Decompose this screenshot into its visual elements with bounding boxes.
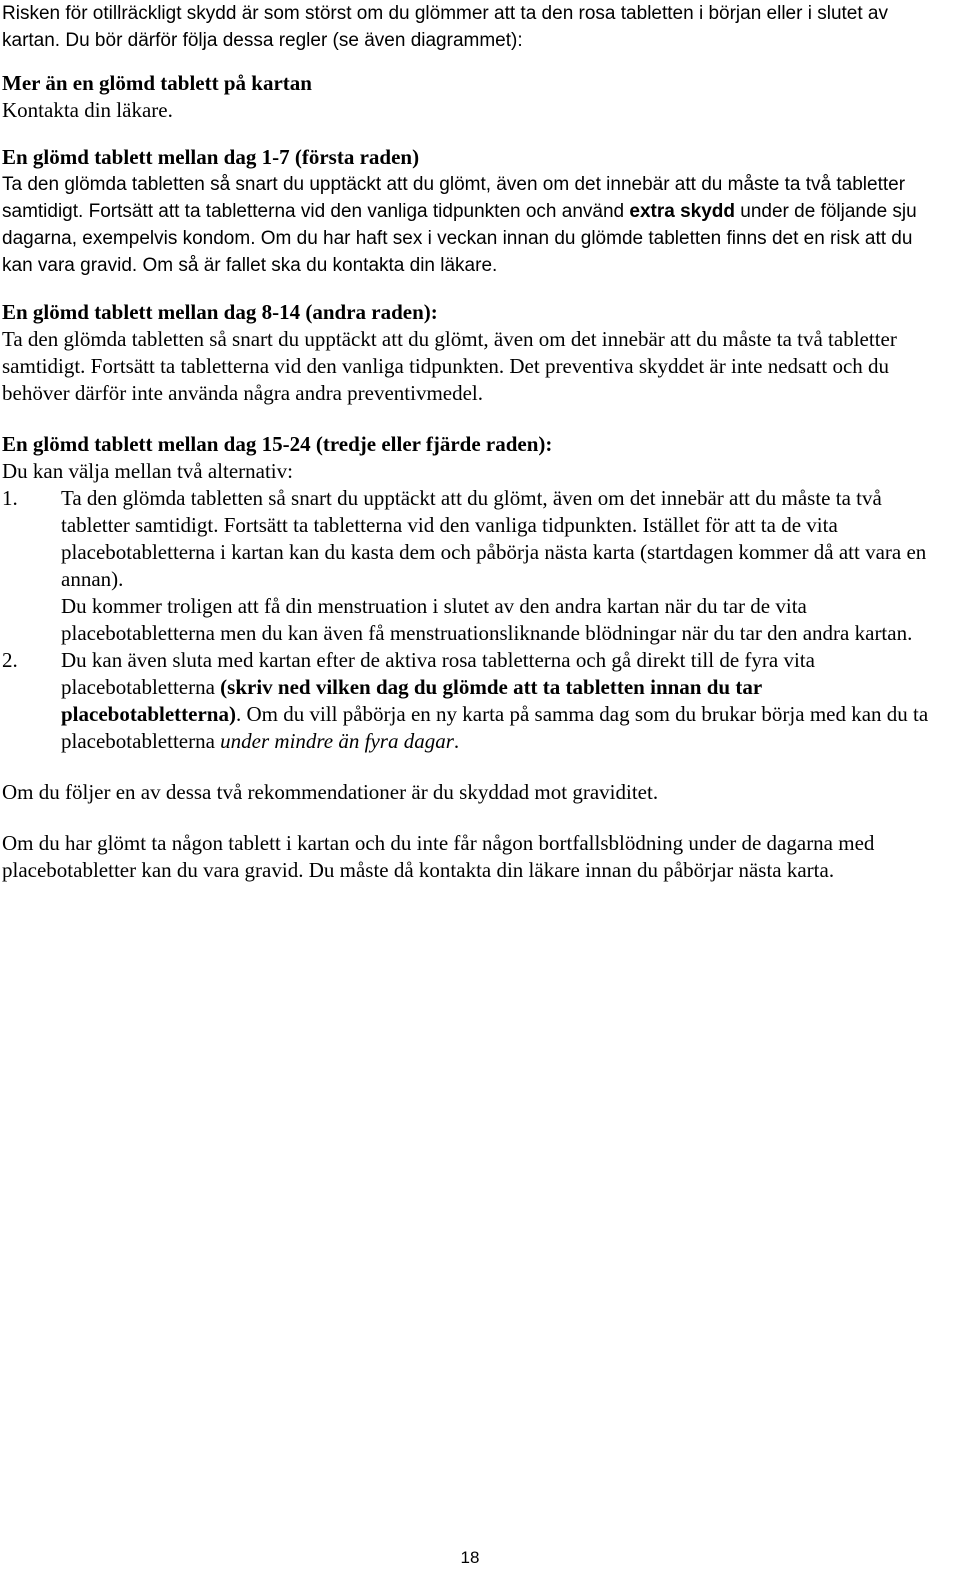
option-number: 1. [2, 486, 18, 510]
section-day8-14-heading: En glömd tablett mellan dag 8-14 (andra raden): [2, 300, 438, 324]
section-day8-14-body: Ta den glömda tabletten så snart du upptäckt att du glömt, även om det innebär att du måste ta två tabletter samtidigt. Fortsätt ta tabletterna vid den vanliga tidpunkten. Det preventiva skyddet är inte nedsatt och du behöver därför inte använda några andra preventivmedel. [2, 327, 897, 405]
option-2-text-italic: under mindre än fyra dagar [220, 729, 454, 753]
option-number: 2. [2, 648, 18, 672]
option-1-text-a: Ta den glömda tabletten så snart du upptäckt att du glömt, även om det innebär att du måste ta två tabletter samtidigt. Fortsätt ta tabletterna vid den vanliga tidpunkten. Istället för att ta de vita placebotabletterna i kartan kan du kasta dem och påbörja nästa karta (startdagen kommer då att vara en annan). [61, 486, 927, 591]
option-1-text-b: Du kommer troligen att få din menstruation i slutet av den andra kartan när du tar de vita placebotabletterna men du kan även få menstruationsliknande blödningar när du tar den andra kartan. [61, 594, 913, 645]
page-number: 18 [460, 1548, 480, 1567]
option-2-text-a: Du kan även sluta med kartan efter de aktiva rosa tabletterna och gå direkt till de fyra vita placebotabletterna [61, 648, 815, 699]
option-item [2, 485, 942, 647]
section-day1-7-body-bold: extra skydd [629, 201, 736, 222]
options-list [2, 485, 942, 755]
section-day1-7-body [2, 171, 942, 279]
section-more-heading: Mer än en glömd tablett på kartan [2, 71, 312, 95]
option-2-text-bold: (skriv ned vilken dag du glömde att ta tabletten innan du tar placebotabletterna) [61, 675, 762, 726]
section-day15-24-heading: En glömd tablett mellan dag 15-24 (tredje eller fjärde raden): [2, 432, 553, 456]
section-more-body: Kontakta din läkare. [2, 98, 173, 122]
section-day1-7-body-b: under de följande sju dagarna, exempelvis kondom. Om du har haft sex i veckan innan du glömde tabletten finns det en risk att du kan vara gravid. Om så är fallet ska du kontakta din läkare. [2, 201, 917, 276]
intro-paragraph: Risken för otillräckligt skydd är som störst om du glömmer att ta den rosa tabletten i början eller i slutet av kartan. Du bör därför följa dessa regler (se även diagrammet): [2, 3, 888, 51]
section-day1-7-heading: En glömd tablett mellan dag 1-7 (första raden) [2, 145, 420, 169]
closing-paragraph-1: Om du följer en av dessa två rekommendationer är du skyddad mot graviditet. [2, 780, 659, 804]
section-day15-24-intro: Du kan välja mellan två alternativ: [2, 459, 293, 483]
closing-paragraph-2: Om du har glömt ta någon tablett i kartan och du inte får någon bortfallsblödning under de dagarna med placebotabletter kan du vara gravid. Du måste då kontakta din läkare innan du påbörjar nästa karta. [2, 831, 875, 882]
option-2-text-c: . [453, 729, 460, 753]
option-2-text [61, 647, 942, 755]
document-body [2, 0, 942, 884]
option-item [2, 647, 942, 755]
section-day1-7-body-a: Ta den glömda tabletten så snart du upptäckt att du glömt, även om det innebär att du måste ta två tabletter samtidigt. Fortsätt att ta tabletterna vid den vanliga tidpunkten och använd [2, 174, 906, 222]
option-2-text-b: . Om du vill påbörja en ny karta på samma dag som du brukar börja med kan du ta placebotabletterna [61, 702, 929, 753]
